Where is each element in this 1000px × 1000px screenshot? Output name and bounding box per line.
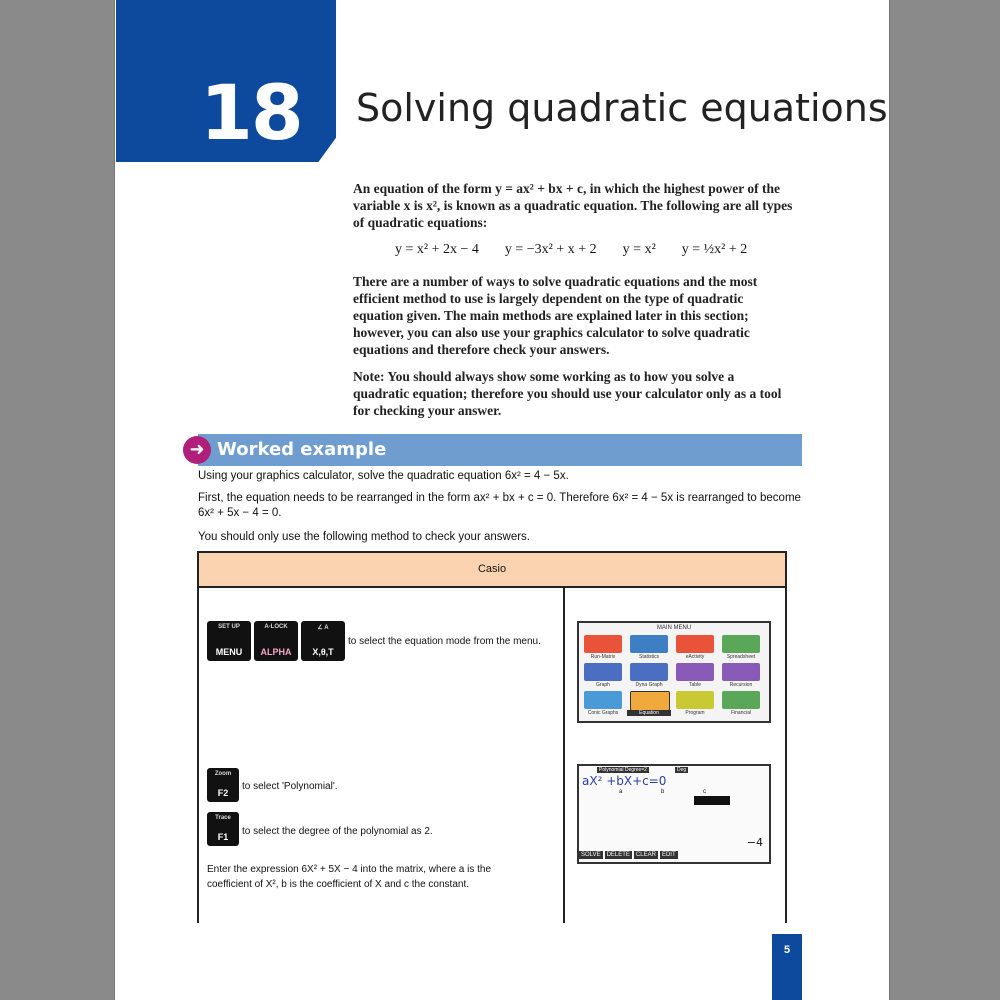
menu-tile [584,691,622,709]
example-line-1: Using your graphics calculator, solve the quadratic equation 6x² = 4 − 5x. [198,470,569,482]
menu-tile [584,635,622,653]
menu-tile [722,691,760,709]
equation: y = ½x² + 2 [681,242,748,257]
alpha-key-icon: A-LOCK ALPHA [254,621,298,661]
example-line-3: You should only use the following method to check your answers. [198,531,530,543]
chapter-title: Solving quadratic equations [356,86,888,130]
intro-paragraph-1: An equation of the form y = ax² + bx + c, in which the highest power of the variable x is x², is known as a quadratic equation. The following are all types of quadratic equations: [353,181,793,230]
menu-tile [630,635,668,653]
menu-tile [722,635,760,653]
menu-tile [630,663,668,681]
softkey-bar: SOLVE DELETE CLEAR EDIT [581,852,676,858]
xthetat-key-icon: ∠ A X,θ,T [301,621,345,661]
menu-tile [722,663,760,681]
polynomial-screen: Polynomial Degree=2 Deg aX² +bX+c=0 a b c −4 SOLVE DELETE CLEAR EDIT [577,764,771,864]
main-menu-screen: MAIN MENU Run-Matrix Statistics eActivity Spreadsheet Graph Dyna Graph Table Recursion Conic Graphs Equation Program Financial [577,621,771,723]
column-divider [563,588,565,923]
menu-tile [676,691,714,709]
step-2-text: to select 'Polynomial'. [242,781,338,792]
page-number: 5 [783,944,791,956]
arrow-right-icon: ➜ [183,436,211,464]
example-line-2: First, the equation needs to be rearranged in the form ax² + bx + c = 0. Therefore 6x² = 4 − 5x is rearranged to become 6x² + 5x − 4 = 0. [198,492,801,519]
intro-paragraph-2: There are a number of ways to solve quadratic equations and the most efficient method to use is largely dependent on the type of quadratic equation given. The main methods are explained later in this section; however, you can also use your graphics calculator to solve quadratic equations and therefore check your answers. [353,274,758,357]
menu-tile-selected [630,691,670,711]
step-4-text: Enter the expression 6X² + 5X − 4 into the matrix, where a is the coefficient of X², b is the coefficient of X and c the constant. [207,864,492,890]
equation-list [395,242,795,258]
equation: y = x² [622,242,656,257]
chapter-number: 18 [200,68,302,157]
f1-key-icon: Trace F1 [207,812,239,846]
step-1-text: to select the equation mode from the menu. [348,636,541,647]
menu-tile [676,635,714,653]
selected-cell [694,796,730,805]
equation: y = x² + 2x − 4 [395,242,479,257]
equation: y = −3x² + x + 2 [504,242,597,257]
menu-tile [676,663,714,681]
table-header: Casio [199,553,785,588]
step-3-text: to select the degree of the polynomial as 2. [242,826,433,837]
menu-tile [584,663,622,681]
menu-key-icon: SET UP MENU [207,621,251,661]
f2-key-icon: Zoom F2 [207,768,239,802]
worked-example-title: Worked example [217,439,387,460]
note-paragraph: Note: You should always show some working as to how you solve a quadratic equation; therefore you should use your calculator only as a tool for checking your answer. [353,369,782,418]
